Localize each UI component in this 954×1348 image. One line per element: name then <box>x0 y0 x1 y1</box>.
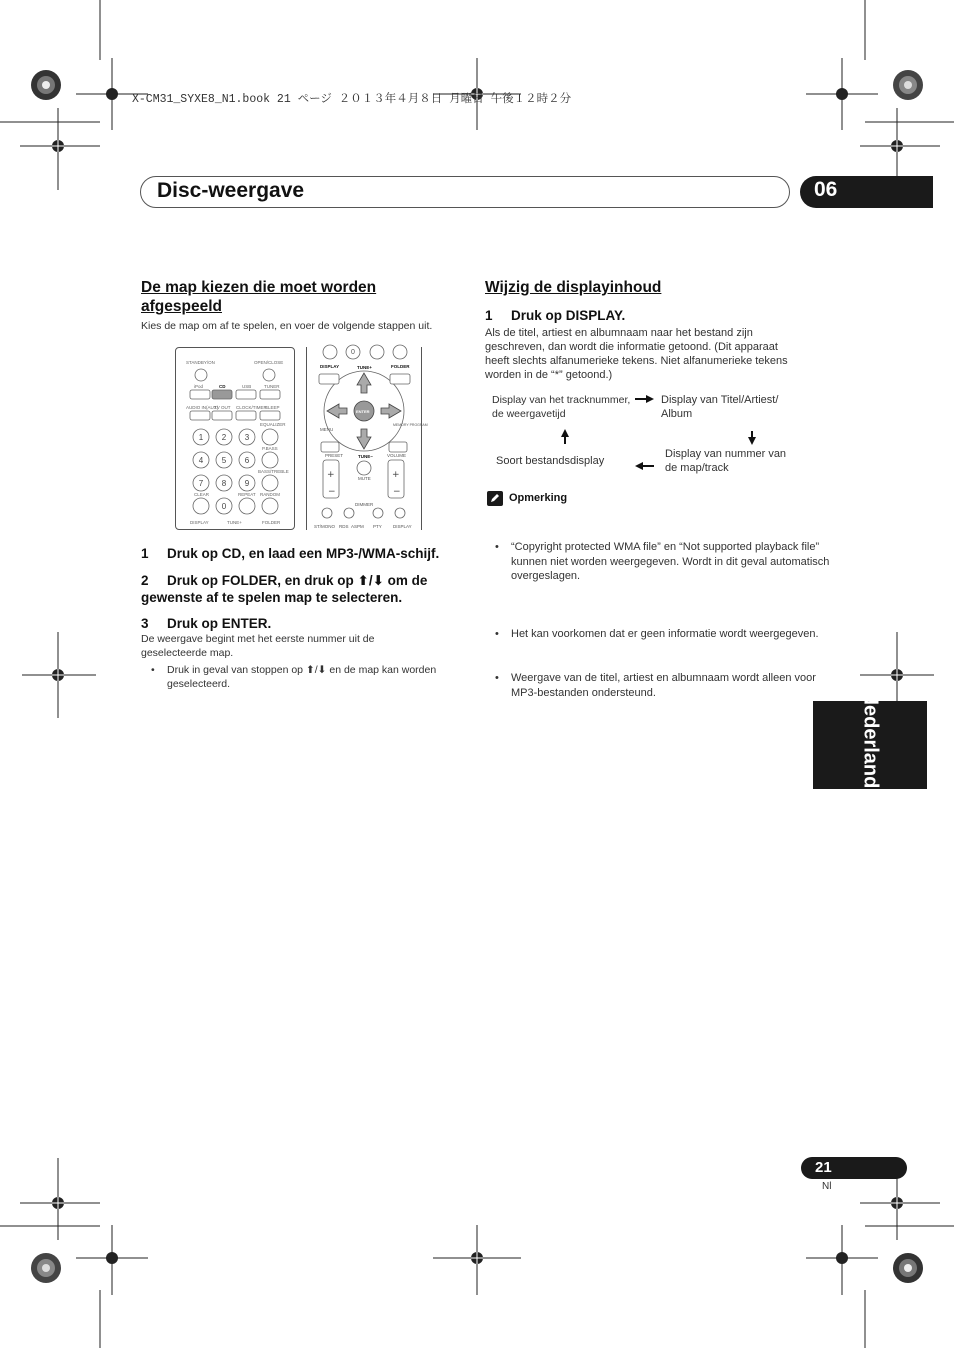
label-equalizer: EQUALIZER <box>260 422 286 427</box>
label-folder: FOLDER <box>262 520 281 525</box>
label-mute: MUTE <box>358 476 371 481</box>
key-0: 0 <box>221 502 227 511</box>
label-display-bottom: DISPLAY <box>393 524 412 529</box>
label-open-close: OPEN/CLOSE <box>254 360 284 365</box>
left-step-2-number: 2 <box>141 573 149 588</box>
left-step-3-text: Druk op ENTER. <box>167 616 272 631</box>
left-bullet-text-b: en de map kan worden geselecteerd. <box>167 664 437 690</box>
label-repeat: REPEAT <box>238 492 256 497</box>
left-step-1 <box>141 545 471 562</box>
label-folder-right: FOLDER <box>391 364 410 369</box>
arrow-down-icon <box>748 437 756 445</box>
language-code: Nl <box>822 1181 832 1192</box>
label-cd: CD <box>219 384 226 389</box>
label-pty: PTY <box>373 524 382 529</box>
label-usb: USB <box>242 384 252 389</box>
label-volume: VOLUME <box>387 453 407 458</box>
note-label: Opmerking <box>509 492 568 504</box>
remote-illustration-left <box>175 347 295 530</box>
flow-title-artist: Display van Titel/Artiest/ Album <box>661 394 779 420</box>
label-tune-plus-right: TUNE+ <box>357 365 372 370</box>
chapter-title-bar <box>140 176 790 208</box>
label-st-mono: ST/MONO <box>314 524 335 529</box>
left-step-2 <box>141 572 461 606</box>
key-7: 7 <box>198 479 204 488</box>
label-aspm: ASPM <box>351 524 364 529</box>
label-audio-in: AUDIO IN(AUX) <box>186 405 219 410</box>
key-8: 8 <box>221 479 227 488</box>
arrow-left-icon <box>635 462 643 470</box>
key-1: 1 <box>198 433 204 442</box>
right-step-1 <box>485 307 805 324</box>
key-3: 3 <box>244 433 250 442</box>
remote-right-buttons <box>307 347 428 530</box>
note-item: • Het kan voorkomen dat er geen informatie wordt weergegeven. <box>485 627 831 642</box>
print-header: X-CM31_SYXE8_N1.book 21 ページ ２０１３年４月８日 月曜日 午後１２時２分 <box>132 93 572 106</box>
left-step-3-bullet <box>141 663 467 691</box>
left-step-3-number: 3 <box>141 616 149 631</box>
page-number: 21 <box>815 1159 832 1176</box>
label-display-right: DISPLAY <box>320 364 340 369</box>
right-section-heading: Wijzig de displayinhoud <box>485 279 662 296</box>
key-9: 9 <box>244 479 250 488</box>
label-memory-program: MEMORY PROGRAM <box>393 423 428 427</box>
language-side-tab <box>813 690 927 800</box>
right-step-1-number: 1 <box>485 308 493 323</box>
label-tune-plus: TUNE+ <box>227 520 242 525</box>
label-tune-minus: TUNE− <box>358 454 373 459</box>
arrow-up-icon <box>561 429 569 437</box>
svg-text:−: − <box>328 487 336 497</box>
label-rds: RDS <box>339 524 349 529</box>
left-step-2-text-b: om de gewenste af te spelen map te selecteren. <box>141 573 428 605</box>
label-pbass: P.BASS <box>262 446 278 451</box>
left-step-1-number: 1 <box>141 546 149 561</box>
chapter-number-badge <box>800 176 933 208</box>
left-step-1-text: Druk op CD, en laad een MP3-/WMA-schijf. <box>167 546 440 561</box>
left-bullet-text-a: Druk in geval van stoppen op <box>167 664 304 676</box>
key-4: 4 <box>198 456 204 465</box>
left-intro: Kies de map om af te spelen, en voer de volgende stappen uit. <box>141 320 433 332</box>
label-enter: ENTER <box>356 409 370 414</box>
remote-illustration-right <box>306 347 428 530</box>
right-step-1-text: Druk op DISPLAY. <box>511 308 626 323</box>
key-0-right: 0 <box>351 349 355 356</box>
label-tuner: TUNER <box>264 384 280 389</box>
key-6: 6 <box>244 456 250 465</box>
chapter-title: Disc-weergave <box>157 179 305 202</box>
chapter-number: 06 <box>814 178 838 201</box>
label-bass-treble: BASS/TREBLE <box>258 469 289 474</box>
label-menu: MENU <box>320 427 334 432</box>
label-clear: CLEAR <box>194 492 210 497</box>
label-tv-out: TV OUT <box>214 405 231 410</box>
flow-track-number: Display van het tracknummer, de weergavetijd <box>492 394 631 420</box>
note-icon <box>487 491 503 506</box>
label-clock-timer: CLOCK/TIMER <box>236 405 267 410</box>
right-step-1-desc: Als de titel, artiest en albumnaam naar het bestand zijn geschreven, dan wordt die informatie getoond. (Dit apparaat heeft slechts alfanumerieke tekens. Niet alfanumerieke tekens worden in de “*” getoond.) <box>485 327 788 381</box>
up-down-arrows-icon: ⬆/⬇ <box>357 573 384 588</box>
label-dimmer: DIMMER <box>355 502 374 507</box>
key-2: 2 <box>221 433 227 442</box>
note-item: • “Copyright protected WMA file” en “Not supported playback file” kunnen niet worden weergegeven. Wordt in dit geval automatisch overgeslagen. <box>485 540 831 584</box>
left-step-3-desc: De weergave begint met het eerste nummer uit de geselecteerde map. <box>141 633 375 659</box>
svg-text:+: + <box>392 470 400 480</box>
left-section-heading: De map kiezen die moet worden afgespeeld <box>141 279 377 315</box>
svg-text:−: − <box>393 487 401 497</box>
key-5: 5 <box>221 456 227 465</box>
note-item: • Weergave van de titel, artiest en albumnaam wordt alleen voor MP3-bestanden ondersteund. <box>485 671 831 700</box>
left-step-3 <box>141 615 461 632</box>
label-standby: STANDBY/ON <box>186 360 215 365</box>
label-sleep: SLEEP <box>265 405 280 410</box>
svg-text:+: + <box>327 470 335 480</box>
arrow-right-icon <box>646 395 654 403</box>
label-random: RANDOM <box>260 492 280 497</box>
up-down-arrows-icon-2: ⬆/⬇ <box>305 664 327 676</box>
left-step-2-text-a: Druk op FOLDER, en druk op <box>167 573 354 588</box>
remote-left-buttons <box>176 348 294 529</box>
flow-folder-track: Display van nummer van de map/track <box>665 448 787 474</box>
label-display: DISPLAY <box>190 520 209 525</box>
label-ipod: iPod <box>194 384 204 389</box>
page-number-badge <box>801 1157 907 1179</box>
language-tab-label: Nederlands <box>859 690 882 800</box>
flow-file-type: Soort bestandsdisplay <box>496 455 605 467</box>
flow-arrows <box>480 390 810 480</box>
label-preset: PRESET <box>325 453 344 458</box>
